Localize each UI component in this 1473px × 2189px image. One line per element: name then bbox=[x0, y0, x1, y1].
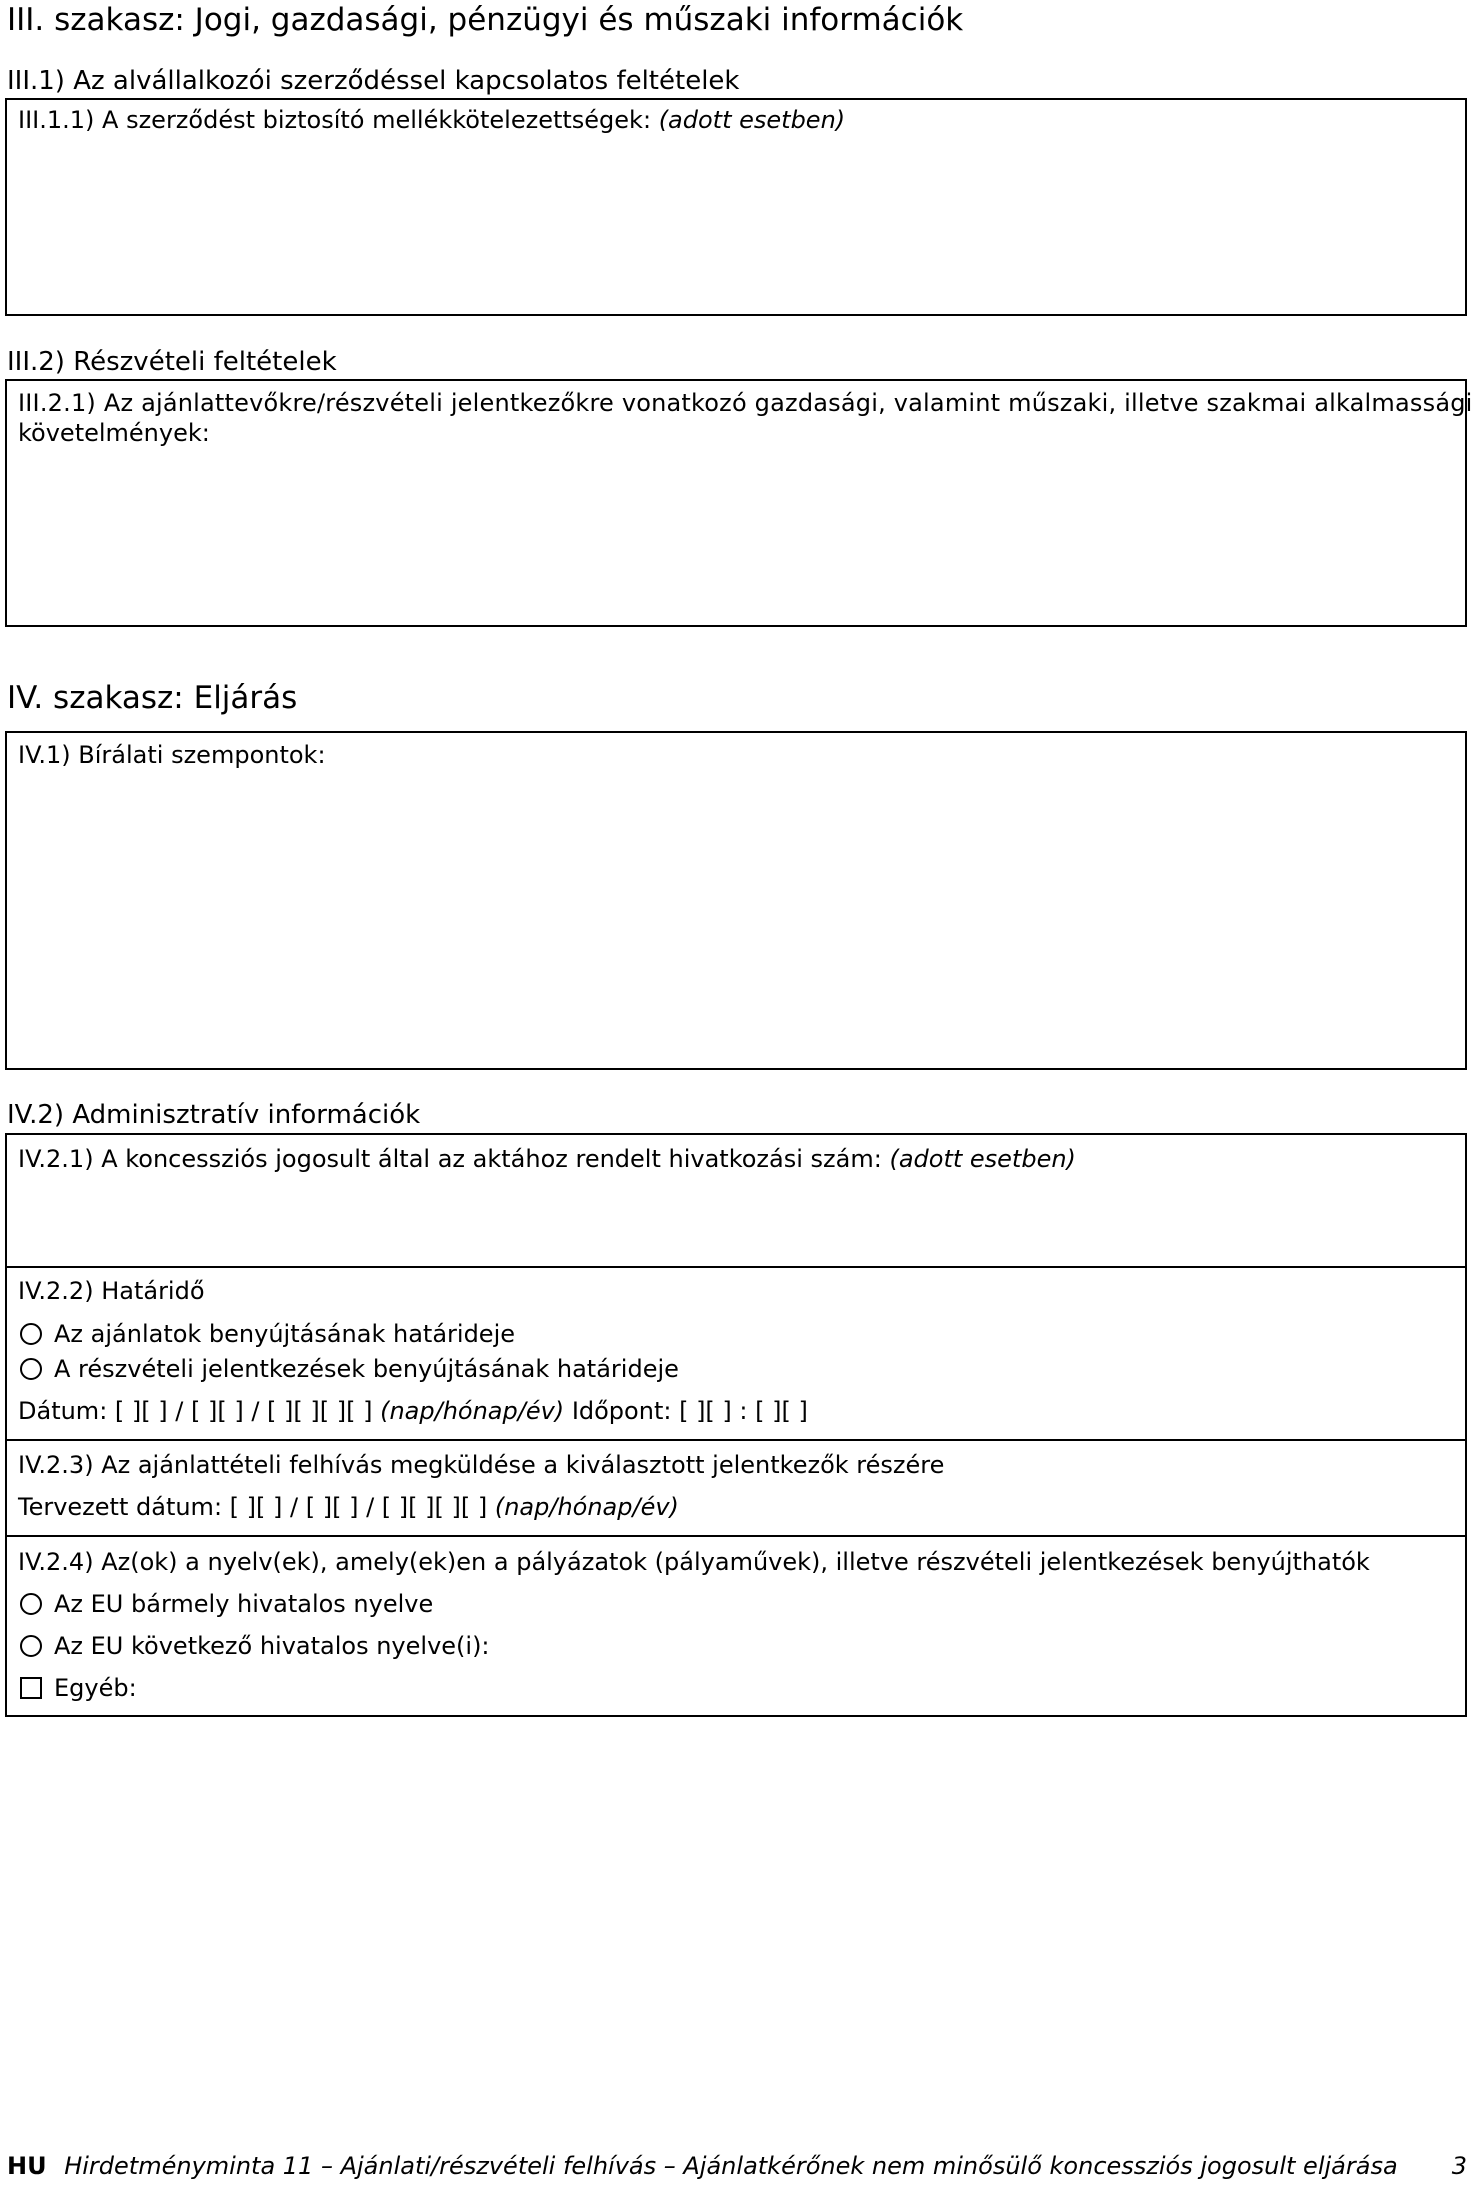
planned-date-row bbox=[18, 1493, 679, 1521]
section-3-1-1-label: III.1.1) A szerződést biztosító mellékkötelezettségek: bbox=[18, 106, 652, 134]
planned-date-label: Tervezett dátum: bbox=[18, 1493, 223, 1521]
checkbox[interactable] bbox=[20, 1677, 42, 1699]
section-4-2-4-label: IV.2.4) Az(ok) a nyelv(ek), amely(ek)en a pályázatok (pályaművek), illetve részvételi jelentkezések benyújthatók bbox=[18, 1548, 1370, 1576]
section-3-1-title: III.1) Az alvállalkozói szerződéssel kapcsolatos feltételek bbox=[7, 66, 740, 96]
deadline-option-requests[interactable] bbox=[20, 1355, 679, 1383]
deadline-option-tenders[interactable] bbox=[20, 1320, 515, 1348]
radio-button[interactable] bbox=[20, 1323, 42, 1345]
section-4-2-box bbox=[5, 1133, 1467, 1717]
section-3-2-title: III.2) Részvételi feltételek bbox=[7, 347, 337, 377]
section-3-1-1-note: (adott esetben) bbox=[658, 106, 846, 134]
language-option-other-label: Egyéb: bbox=[54, 1674, 137, 1702]
date-label: Dátum: bbox=[18, 1397, 108, 1425]
language-option-any-label: Az EU bármely hivatalos nyelve bbox=[54, 1590, 434, 1618]
date-fields[interactable]: [ ][ ] / [ ][ ] / [ ][ ][ ][ ] bbox=[114, 1397, 373, 1425]
planned-date-fields[interactable]: [ ][ ] / [ ][ ] / [ ][ ][ ][ ] bbox=[229, 1493, 488, 1521]
footer-text: Hirdetményminta 11 – Ajánlati/részvételi felhívás – Ajánlatkérőnek nem minősülő koncessziós jogosult eljárása bbox=[64, 2152, 1398, 2180]
deadline-option-tenders-label: Az ajánlatok benyújtásának határideje bbox=[54, 1320, 516, 1348]
deadline-option-requests-label: A részvételi jelentkezések benyújtásának határideje bbox=[54, 1355, 679, 1383]
radio-button[interactable] bbox=[20, 1358, 42, 1380]
planned-date-note: (nap/hónap/év) bbox=[494, 1493, 679, 1521]
section-3-2-1-box[interactable] bbox=[5, 379, 1473, 627]
deadline-date-row bbox=[18, 1397, 808, 1425]
radio-button[interactable] bbox=[20, 1635, 42, 1657]
section-4-2-1-row bbox=[18, 1145, 1076, 1173]
date-format-note: (nap/hónap/év) bbox=[380, 1397, 565, 1425]
section-3-2-1-label-line1: III.2.1) Az ajánlattevőkre/részvételi jelentkezőkre vonatkozó gazdasági, valamint műszaki, illetve szakmai alkalmassági bbox=[18, 389, 1473, 417]
section-4-2-2-label: IV.2.2) Határidő bbox=[18, 1277, 205, 1305]
section-4-1-label: IV.1) Bírálati szempontok: bbox=[18, 741, 326, 769]
section-3-title: III. szakasz: Jogi, gazdasági, pénzügyi és műszaki információk bbox=[7, 2, 964, 38]
time-fields[interactable]: [ ][ ] : [ ][ ] bbox=[679, 1397, 808, 1425]
language-option-other[interactable] bbox=[20, 1674, 137, 1702]
section-4-title: IV. szakasz: Eljárás bbox=[7, 680, 298, 716]
time-label: Időpont: bbox=[571, 1397, 672, 1425]
section-4-1-box[interactable] bbox=[5, 731, 1467, 1070]
radio-button[interactable] bbox=[20, 1593, 42, 1615]
page-footer bbox=[7, 2152, 1467, 2180]
language-option-specific-label: Az EU következő hivatalos nyelve(i): bbox=[54, 1632, 490, 1660]
footer-page-number: 3 bbox=[1451, 2152, 1467, 2180]
language-option-any[interactable] bbox=[20, 1590, 433, 1618]
section-4-2-1-label: IV.2.1) A koncessziós jogosult által az aktához rendelt hivatkozási szám: bbox=[18, 1145, 882, 1173]
section-3-1-1-box[interactable] bbox=[5, 98, 1467, 316]
section-4-2-1-note: (adott esetben) bbox=[889, 1145, 1076, 1173]
section-3-1-1-row bbox=[18, 106, 845, 134]
section-4-2-3-label: IV.2.3) Az ajánlattételi felhívás megküldése a kiválasztott jelentkezők részére bbox=[18, 1451, 945, 1479]
divider bbox=[7, 1535, 1465, 1537]
section-4-2-title: IV.2) Adminisztratív információk bbox=[7, 1100, 421, 1130]
section-3-2-1-label-line2: követelmények: bbox=[18, 419, 210, 447]
divider bbox=[7, 1266, 1465, 1268]
language-option-specific[interactable] bbox=[20, 1632, 490, 1660]
footer-lang-code: HU bbox=[7, 2152, 47, 2180]
divider bbox=[7, 1439, 1465, 1441]
